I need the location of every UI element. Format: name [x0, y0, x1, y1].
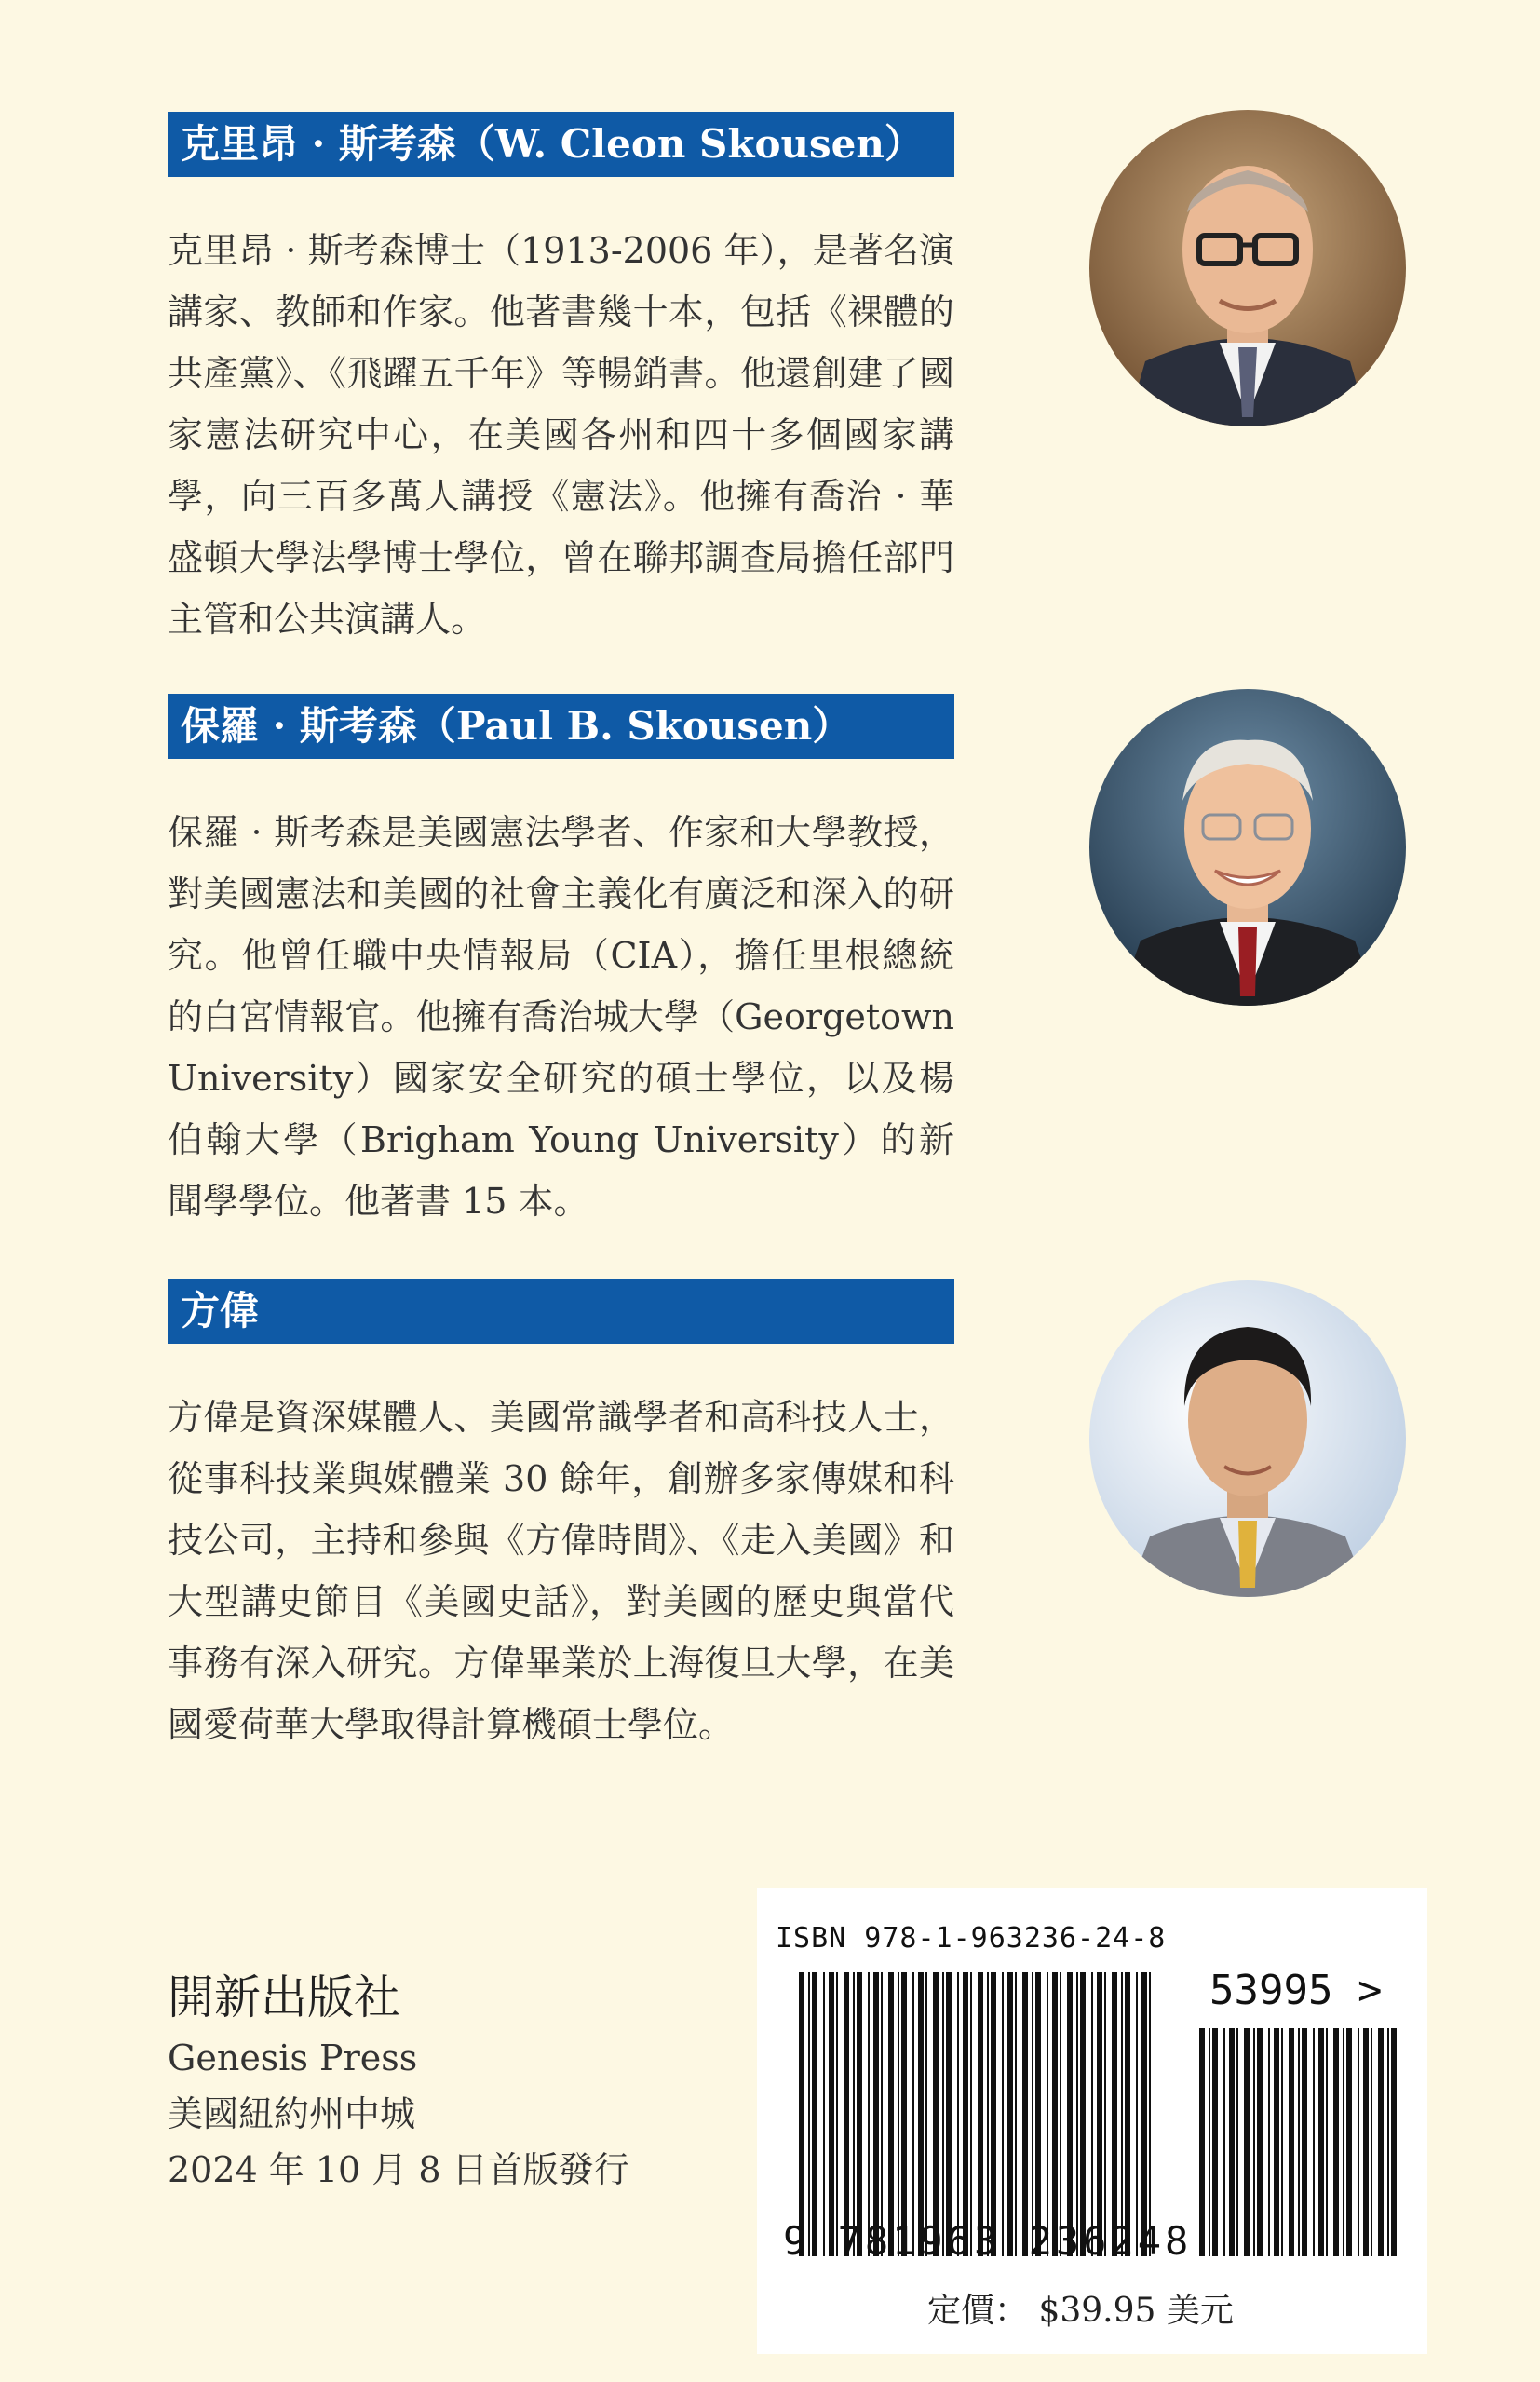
ean-bar: [963, 1972, 968, 2256]
ean-bar: [898, 1972, 899, 2256]
ean-bar: [1002, 1972, 1004, 2256]
author-section-paul: [168, 694, 954, 1232]
ean-bar: [1022, 1972, 1028, 2256]
addon-bar: [1371, 2028, 1372, 2256]
ean-bar: [1141, 1972, 1147, 2256]
author-bio-fang-wei: 方偉是資深媒體人、美國常識學者和高科技人士，從事科技業與媒體業 30 餘年，創辦多家傳媒和科技公司，主持和參與《方偉時間》、《走入美國》和大型講史節目《美國史話》，對美國的歷史與當代事務有深入研究。方偉畢業於上海復旦大學，在美國愛荷華大學取得計算機碩士學位。: [168, 1397, 954, 1745]
ean-bar: [1091, 1972, 1093, 2256]
ean-bar: [1067, 1972, 1073, 2256]
addon-bar: [1244, 2028, 1250, 2256]
ean-bar: [836, 1972, 838, 2256]
addon-bar: [1378, 2028, 1384, 2256]
addon-bar: [1253, 2028, 1255, 2256]
addon-bar: [1268, 2028, 1270, 2256]
publisher-info: [168, 1965, 629, 2198]
ean-bar: [1104, 1972, 1106, 2256]
price-label: 定價： $39.95 美元: [927, 2292, 1234, 2330]
addon-bar: [1236, 2028, 1238, 2256]
publisher-name-en: Genesis Press: [168, 2037, 418, 2078]
author-bio-paul: 保羅 · 斯考森是美國憲法學者、作家和大學教授，對美國憲法和美國的社會主義化有廣泛和深入的研究。他曾任職中央情報局（CIA），擔任里根總統的白宮情報官。他擁有喬治城大學（Georgetown University）國家安全研究的碩士學位，以及楊伯翰大學（Brigham Young University）的新聞學學位。他著書 15 本。: [168, 812, 954, 1222]
addon-bar: [1346, 2028, 1352, 2256]
addon-bar: [1387, 2028, 1389, 2256]
ean-bar: [1035, 1972, 1041, 2256]
author-section-cleon: [168, 112, 954, 650]
ean-bar: [957, 1972, 959, 2256]
ean-bar: [901, 1972, 907, 2256]
addon-bar: [1229, 2028, 1235, 2256]
ean-bar: [873, 1972, 879, 2256]
addon-bar: [1363, 2028, 1369, 2256]
ean-bar: [1080, 1972, 1086, 2256]
ean-bar: [1149, 1972, 1151, 2256]
addon-bar: [1223, 2028, 1225, 2256]
addon-bar: [1391, 2028, 1397, 2256]
addon-bar: [1333, 2028, 1339, 2256]
author-heading-paul: 保羅 · 斯考森（Paul B. Skousen）: [168, 694, 954, 759]
ean-bar: [1076, 1972, 1078, 2256]
ean-bar: [1007, 1972, 1013, 2256]
portrait-fang-wei: [1089, 1280, 1406, 1597]
ean-bar: [1052, 1972, 1058, 2256]
author-bio-cleon: 克里昂 · 斯考森博士（1913-2006 年），是著名演講家、教師和作家。他著書幾十本，包括《裸體的共產黨》、《飛躍五千年》等暢銷書。他還創建了國家憲法研究中心，在美國各州和四十多個國家講學，向三百多萬人講授《憲法》。他擁有喬治 · 華盛頓大學法學博士學位，曾在聯邦調查局擔任部門主管和公共演講人。: [168, 230, 954, 640]
addon-bar: [1313, 2028, 1315, 2256]
ean-bar: [942, 1972, 944, 2256]
author-heading-fang-wei: 方偉: [168, 1279, 954, 1344]
author-heading-cleon: 克里昂 · 斯考森（W. Cleon Skousen）: [168, 112, 954, 177]
publisher-name-zh: 開新出版社: [168, 1970, 400, 2024]
ean-bar: [888, 1972, 894, 2256]
ean-bar: [1047, 1972, 1048, 2256]
ean-bar: [933, 1972, 939, 2256]
ean-bar: [946, 1972, 952, 2256]
ean-bar: [987, 1972, 989, 2256]
ean-bar: [918, 1972, 924, 2256]
addon-bar: [1318, 2028, 1324, 2256]
price-code: 53995 >: [1209, 1967, 1383, 2014]
addon-bar: [1209, 2028, 1210, 2256]
isbn-barcode: [757, 1888, 1427, 2354]
ean-bar: [925, 1972, 927, 2256]
ean-bar: [978, 1972, 983, 2256]
addon-bar: [1257, 2028, 1263, 2256]
ean-bar: [1097, 1972, 1102, 2256]
ean-bar: [1121, 1972, 1123, 2256]
ean-bar: [844, 1972, 849, 2256]
addon-bar: [1199, 2028, 1205, 2256]
addon-bar: [1302, 2028, 1307, 2256]
ean-bar: [1136, 1972, 1138, 2256]
ean-bar: [912, 1972, 914, 2256]
ean-bar: [1015, 1972, 1017, 2256]
addon-bar: [1289, 2028, 1294, 2256]
ean-bar: [1125, 1972, 1130, 2256]
ean-bar: [970, 1972, 972, 2256]
addon-bar: [1343, 2028, 1344, 2256]
ean-bar: [868, 1972, 870, 2256]
ean-bar: [991, 1972, 996, 2256]
addon-bar: [1212, 2028, 1218, 2256]
ean-bar: [881, 1972, 883, 2256]
ean-bar: [812, 1972, 817, 2256]
addon-bar: [1358, 2028, 1359, 2256]
addon-bar: [1274, 2028, 1279, 2256]
portrait-cleon-skousen: [1089, 110, 1406, 426]
publication-date: 2024 年 10 月 8 日首版發行: [168, 2149, 629, 2190]
isbn-number: ISBN 978-1-963236-24-8: [776, 1922, 1167, 1955]
addon-bar: [1298, 2028, 1300, 2256]
ean-bar: [808, 1972, 810, 2256]
ean-bar: [857, 1972, 862, 2256]
ean-bar: [829, 1972, 834, 2256]
addon-bar: [1281, 2028, 1283, 2256]
author-section-fang-wei: [168, 1279, 954, 1755]
ean-bar: [799, 1972, 804, 2256]
ean-digits: 9 781963 236248: [783, 2218, 1193, 2264]
ean-bar: [823, 1972, 825, 2256]
portrait-paul-skousen: [1089, 689, 1406, 1006]
ean-bar: [1112, 1972, 1117, 2256]
addon-bar: [1326, 2028, 1328, 2256]
ean-bar: [853, 1972, 855, 2256]
ean-bar: [1060, 1972, 1061, 2256]
ean-bar: [1032, 1972, 1033, 2256]
publisher-location: 美國紐約州中城: [168, 2093, 416, 2134]
